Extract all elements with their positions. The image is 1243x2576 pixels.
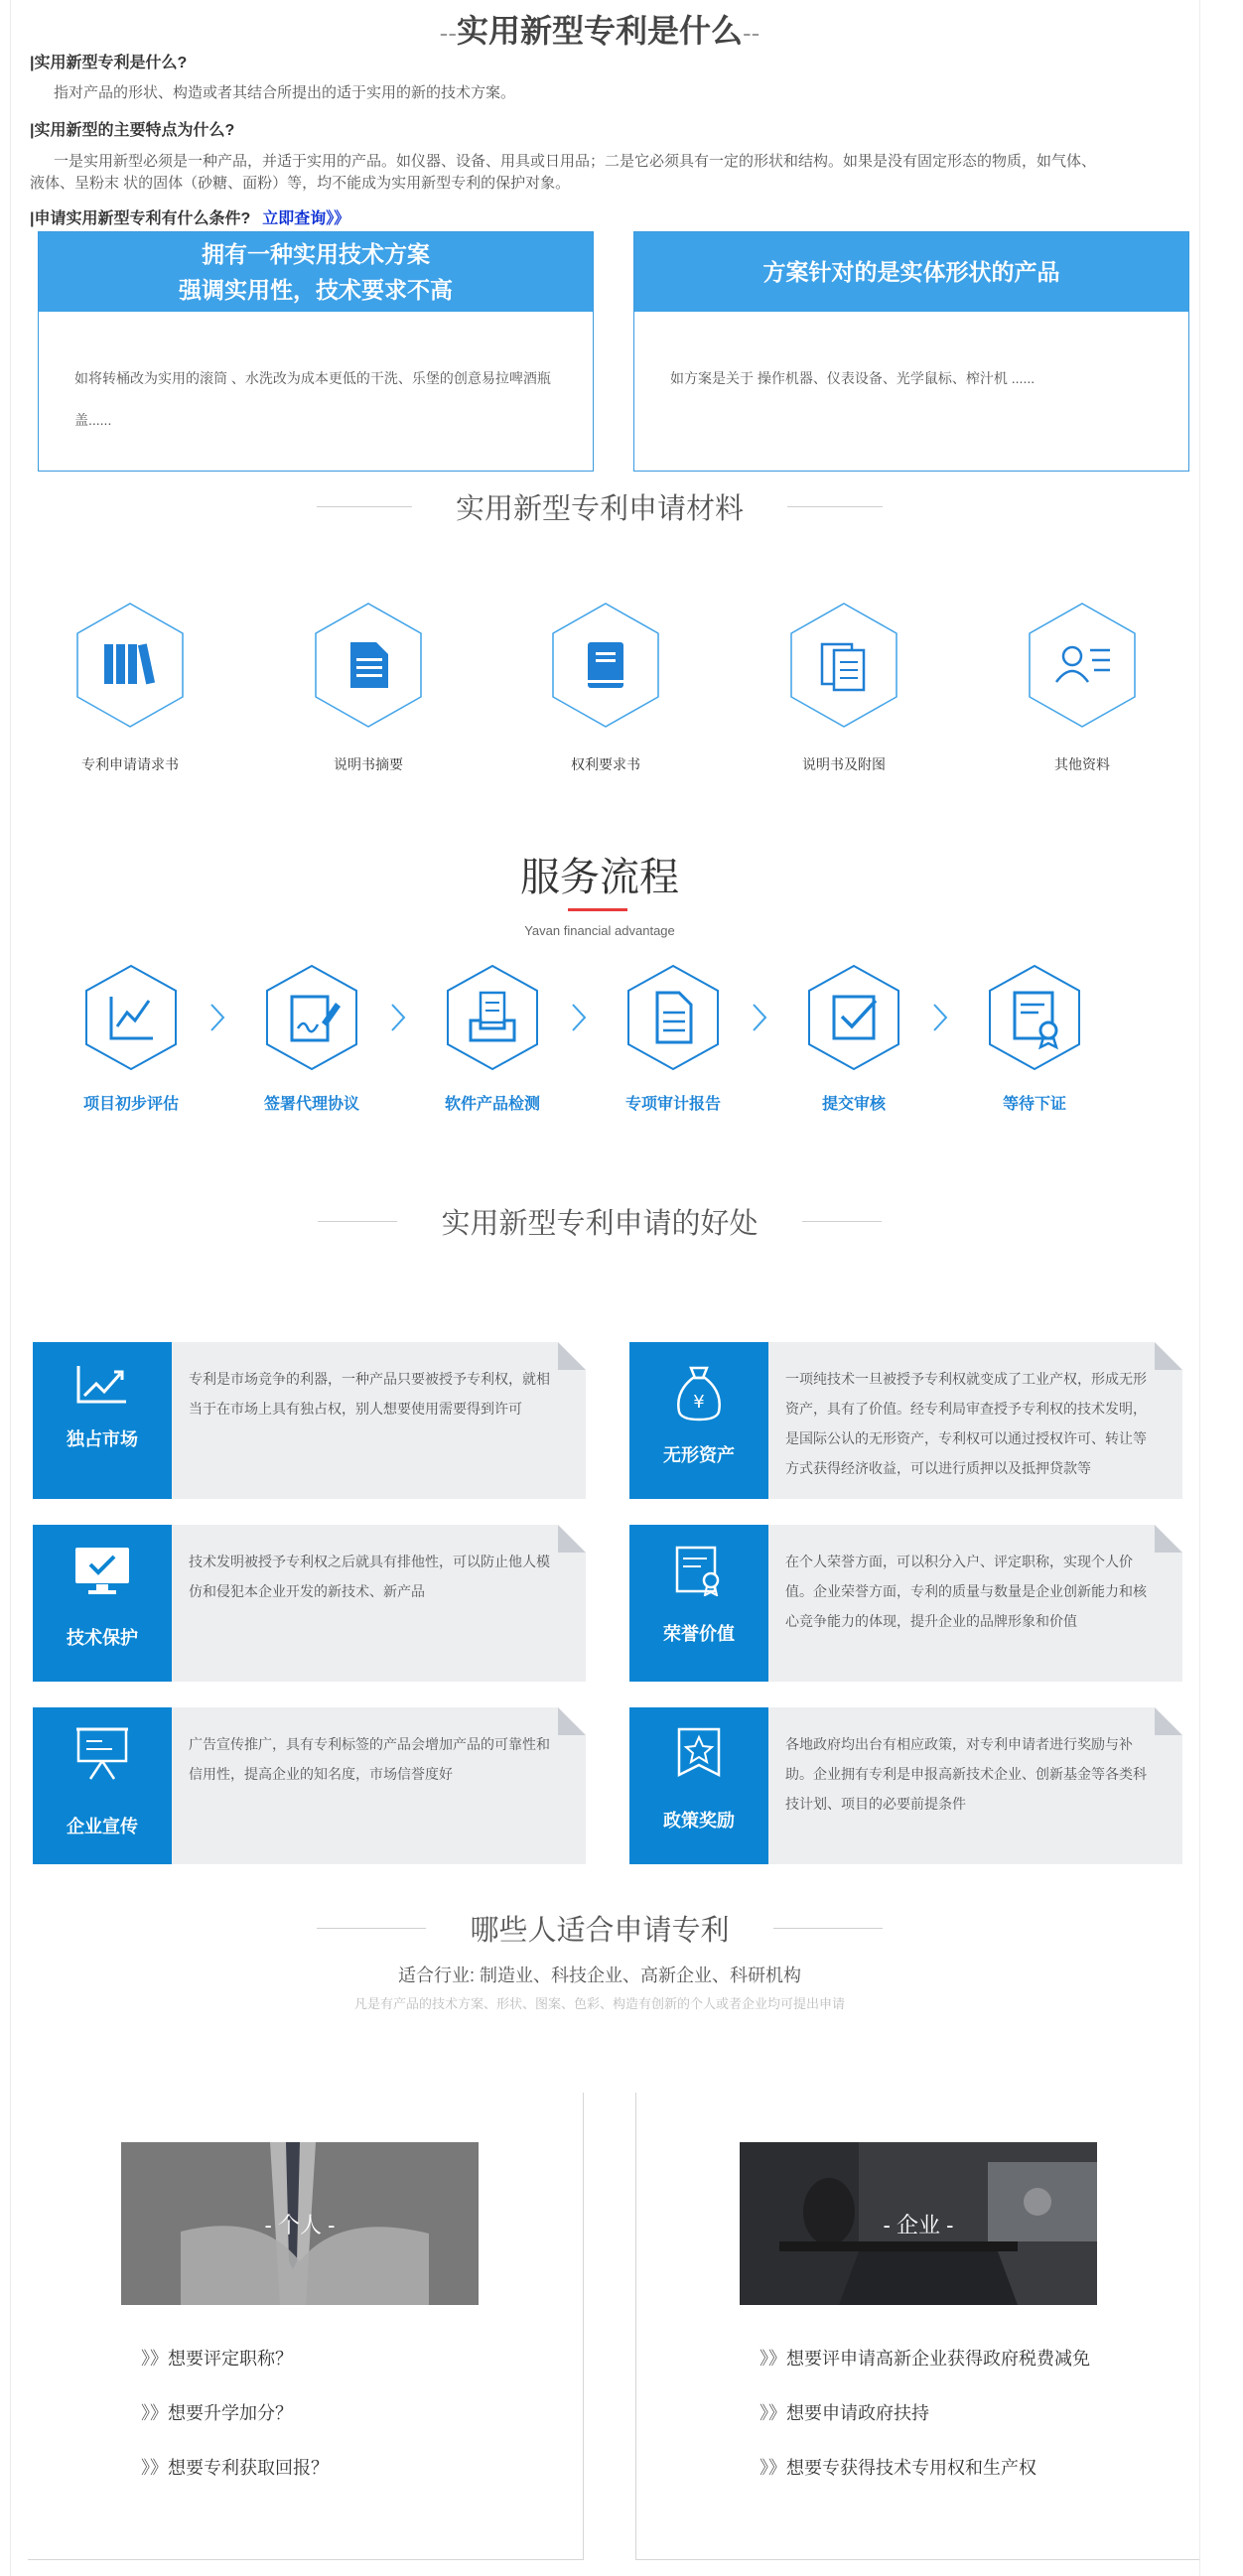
check-icon (806, 963, 901, 1072)
svg-text:¥: ¥ (693, 1392, 705, 1413)
benefit-label: 技术保护 (67, 1628, 138, 1648)
corner-fold (558, 1342, 586, 1370)
panel-divider (635, 2093, 636, 2559)
divider (802, 1221, 882, 1222)
benefit-text: 专利是市场竞争的利器，一种产品只要被授予专利权，就相当于在市场上具有独占权，别人想要使用需要得到许可 (189, 1371, 550, 1417)
benefit-icon-panel (629, 1342, 768, 1499)
corner-fold (1155, 1707, 1182, 1735)
flow-step-label: 项目初步评估 (82, 1096, 179, 1113)
report-icon (625, 963, 721, 1072)
benefit-label: 荣誉价值 (663, 1624, 735, 1644)
chevron-right-icon (750, 1003, 769, 1032)
chevron-right-icon (569, 1003, 589, 1032)
answer-features-2: 液体、呈粉末 状的固体（砂糖、面粉）等，均不能成为实用新型专利的保护对象。 (30, 175, 571, 192)
chevron-right-icon (207, 1003, 227, 1032)
list-item[interactable]: 》》想要专获得技术专用权和生产权 (760, 2458, 1036, 2478)
trend-icon (74, 1362, 130, 1408)
industries-text: 适合行业: 制造业、科技企业、高新企业、科研机构 (398, 1966, 801, 1985)
feature-box-practical (38, 231, 594, 472)
benefit-card (629, 1707, 1182, 1864)
personal-photo[interactable] (121, 2142, 479, 2305)
star-badge-icon (675, 1725, 723, 1781)
benefit-icon-panel (629, 1525, 768, 1682)
divider (318, 1221, 397, 1222)
chevron-right-icon (930, 1003, 950, 1032)
flow-step-label: 等待下证 (1002, 1096, 1066, 1113)
material-item[interactable] (56, 601, 205, 774)
divider (317, 506, 412, 507)
material-item[interactable] (531, 601, 680, 774)
who-heading (0, 1908, 1199, 1949)
personal-list (141, 2345, 329, 2508)
personal-label: - 个人 - (264, 2212, 336, 2237)
divider (773, 1928, 883, 1929)
document-icon (313, 601, 424, 730)
benefit-label: 政策奖励 (663, 1811, 735, 1830)
material-label: 说明书及附图 (802, 756, 886, 772)
benefit-label: 企业宣传 (67, 1817, 138, 1836)
feature-box-heading-1: 拥有一种实用技术方案 (202, 241, 430, 267)
flow-step[interactable] (779, 963, 928, 1114)
benefit-card (629, 1342, 1182, 1499)
left-border (10, 0, 11, 2576)
flow-title: 服务流程 (520, 856, 679, 899)
benefit-icon-panel (33, 1342, 172, 1499)
sign-icon (264, 963, 359, 1072)
intro-title: --实用新型专利是什么-- (439, 13, 760, 49)
question-what: |实用新型专利是什么? (30, 55, 188, 71)
list-item[interactable]: 》》想要申请政府扶持 (760, 2403, 929, 2423)
money-bag-icon (673, 1364, 725, 1424)
flow-step[interactable] (599, 963, 748, 1114)
benefit-icon-panel (33, 1525, 172, 1682)
flow-step-label: 软件产品检测 (444, 1096, 540, 1113)
list-item[interactable]: 》》想要升学加分？ (141, 2403, 293, 2423)
enterprise-photo[interactable] (740, 2142, 1097, 2305)
divider (317, 1928, 426, 1929)
benefit-card (33, 1525, 586, 1682)
corner-fold (1155, 1525, 1182, 1553)
documents-icon (788, 601, 899, 730)
right-border (1199, 0, 1200, 2576)
who-title: 哪些人适合申请专利 (470, 1915, 730, 1947)
corner-fold (558, 1525, 586, 1553)
flow-step[interactable] (237, 963, 386, 1114)
enterprise-list (760, 2345, 1090, 2508)
panel-bottom-border (635, 2559, 1199, 2560)
presentation-icon (74, 1723, 130, 1783)
material-label: 说明书摘要 (334, 756, 403, 772)
enterprise-label: - 企业 - (883, 2212, 954, 2237)
divider (787, 506, 883, 507)
monitor-icon (72, 1545, 132, 1596)
chart-icon (83, 963, 179, 1072)
flow-step[interactable] (418, 963, 567, 1114)
flow-step[interactable] (960, 963, 1109, 1114)
feature-box-heading: 方案针对的是实体形状的产品 (762, 259, 1060, 285)
material-label: 专利申请请求书 (81, 756, 179, 772)
question-features: |实用新型的主要特点为什么? (30, 122, 235, 139)
materials-heading (0, 486, 1199, 527)
feature-box-body: 如将转桶改为实用的滚筒 、水洗改为成本更低的干洗、乐堡的创意易拉啤酒瓶盖...... (74, 370, 551, 428)
feature-box-header (634, 232, 1188, 312)
benefits-title: 实用新型专利申请的好处 (441, 1208, 759, 1240)
material-label: 其他资料 (1054, 756, 1110, 772)
panel-bottom-border (28, 2559, 584, 2560)
question-conditions-text: |申请实用新型专利有什么条件? (30, 210, 251, 227)
flow-step-label: 提交审核 (821, 1096, 886, 1113)
benefit-text: 在个人荣誉方面，可以积分入户、评定职称，实现个人价值。企业荣誉方面，专利的质量与数量是企业创新能力和核心竞争能力的体现，提升企业的品牌形象和价值 (785, 1554, 1147, 1629)
material-item[interactable] (769, 601, 918, 774)
flow-subtitle: Yavan financial advantage (524, 923, 675, 938)
feature-box-heading-2: 强调实用性，技术要求不高 (179, 277, 453, 303)
certificate-icon (987, 963, 1082, 1072)
question-conditions (30, 205, 349, 228)
benefit-text: 一项纯技术一旦被授予专利权就变成了工业产权，形成无形资产，具有了价值。经专利局审查授予专利权的技术发明，是国际公认的无形资产，专利权可以通过授权许可、转让等方式获得经济收益，可以进行质押以及抵押贷款等 (785, 1371, 1147, 1476)
feature-box-header (39, 232, 593, 312)
feature-box-body: 如方案是关于 操作机器、仪表设备、光学鼠标、榨汁机 ...... (670, 370, 1036, 386)
benefit-label: 无形资产 (663, 1445, 735, 1465)
benefit-card (33, 1707, 586, 1864)
feature-box-physical (633, 231, 1189, 472)
benefit-text: 各地政府均出台有相应政策，对专利申请者进行奖励与补助。企业拥有专利是申报高新技术企业、创新基金等各类科技计划、项目的必要前提条件 (785, 1736, 1147, 1812)
id-card-icon (1027, 601, 1138, 730)
benefits-heading (0, 1201, 1199, 1242)
material-item[interactable] (1008, 601, 1157, 774)
benefit-text: 技术发明被授予专利权之后就具有排他性，可以防止他人模仿和侵犯本企业开发的新技术、新产品 (189, 1554, 550, 1599)
flow-step-label: 专项审计报告 (624, 1096, 721, 1113)
panel-divider (583, 2093, 584, 2559)
benefit-icon-panel (33, 1707, 172, 1864)
flow-step-label: 签署代理协议 (263, 1096, 359, 1113)
flow-step[interactable] (57, 963, 206, 1114)
eligibility-note: 凡是有产品的技术方案、形状、图案、色彩、构造有创新的个人或者企业均可提出申请 (353, 1996, 845, 2011)
books-icon (74, 601, 186, 730)
benefit-text: 广告宣传推广，具有专利标签的产品会增加产品的可靠性和信用性，提高企业的知名度，市场信誉度好 (189, 1736, 550, 1782)
chevron-right-icon (388, 1003, 408, 1032)
flow-title-underline (568, 908, 627, 911)
list-item[interactable]: 》》想要评申请高新企业获得政府税费减免 (760, 2349, 1090, 2369)
material-item[interactable] (294, 601, 443, 774)
certificate-icon (673, 1545, 725, 1596)
benefit-label: 独占市场 (67, 1429, 138, 1449)
list-item[interactable]: 》》想要评定职称？ (141, 2349, 293, 2369)
corner-fold (1155, 1342, 1182, 1370)
corner-fold (558, 1707, 586, 1735)
answer-features-1: 一是实用新型必须是一种产品，并适于实用的产品。如仪器、设备、用具或日用品；二是它必须具有一定的形状和结构。如果是没有固定形态的物质，如气体、 (54, 153, 1097, 170)
benefit-card (629, 1525, 1182, 1682)
answer-what: 指对产品的形状、构造或者其结合所提出的适于实用的新的技术方案。 (54, 84, 516, 101)
list-item[interactable]: 》》想要专利获取回报？ (141, 2458, 329, 2478)
benefit-icon-panel (629, 1707, 768, 1864)
book-icon (550, 601, 661, 730)
inbox-icon (445, 963, 540, 1072)
material-label: 权利要求书 (571, 756, 640, 772)
query-now-link[interactable]: 立即查询》》 (262, 210, 350, 227)
materials-title: 实用新型专利申请材料 (455, 493, 744, 525)
benefit-card (33, 1342, 586, 1499)
